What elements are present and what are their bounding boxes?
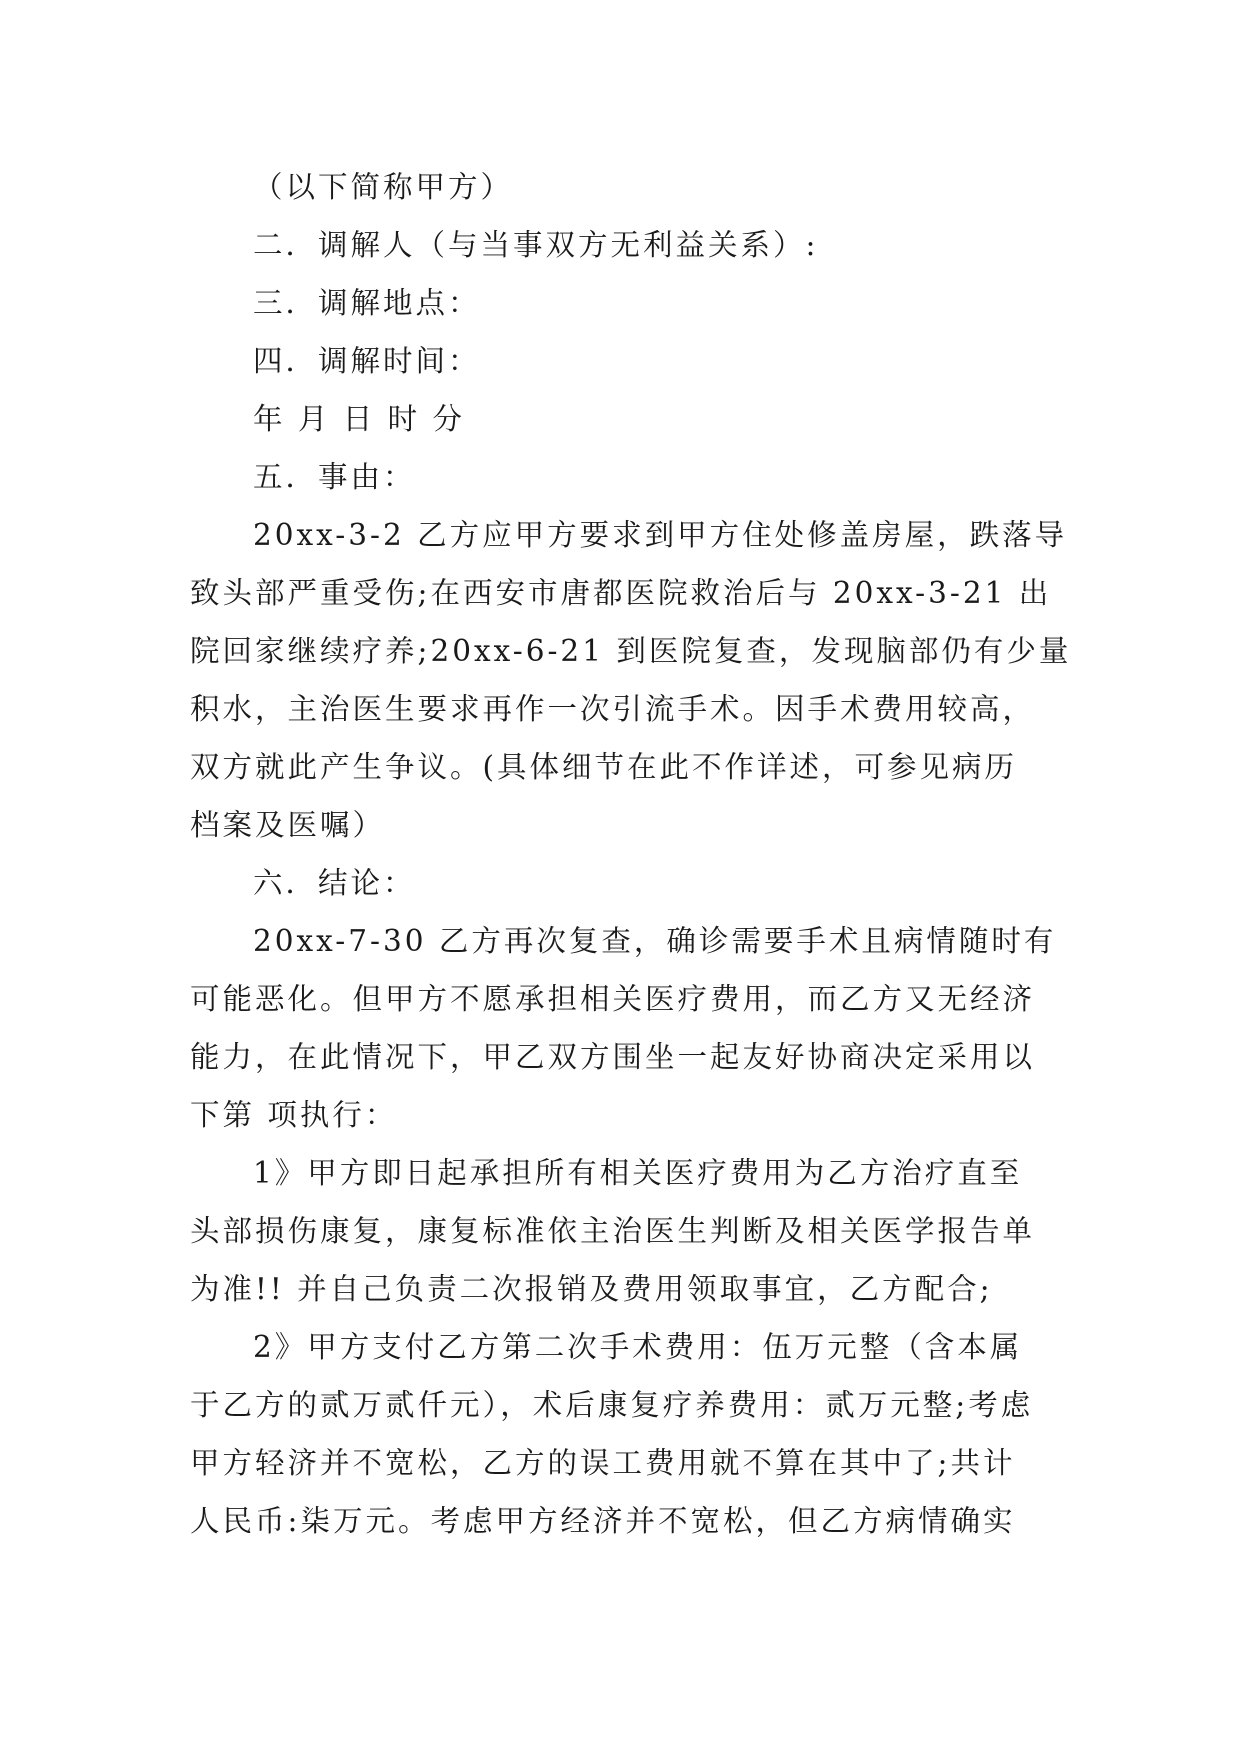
date-time-line: 年 月 日 时 分 [253,402,466,436]
section-cause: 五．事由： [253,460,416,494]
conclusion-paragraph-line: 20xx-7-30 乙方再次复查，确诊需要手术且病情随时有 [253,924,1057,958]
section-time: 四．调解时间： [253,344,481,378]
section-mediator: 二．调解人（与当事双方无利益关系）: [253,228,819,262]
option-2-line: 人民币:柒万元。考虑甲方经济并不宽松，但乙方病情确实 [190,1504,1016,1538]
option-1-line: 为准!! 并自己负责二次报销及费用领取事宜，乙方配合; [190,1272,993,1306]
cause-paragraph-line: 档案及医嘱） [190,808,386,842]
cause-paragraph-line: 双方就此产生争议。(具体细节在此不作详述，可参见病历 [190,750,1018,784]
conclusion-paragraph-line: 下第 项执行： [190,1098,398,1132]
conclusion-paragraph-line: 能力，在此情况下，甲乙双方围坐一起友好协商决定采用以 [190,1040,1036,1074]
document-body [190,158,1072,1550]
option-2-line: 2》甲方支付乙方第二次手术费用：伍万元整（含本属 [253,1330,1023,1364]
cause-paragraph-line: 院回家继续疗养;20xx-6-21 到医院复查，发现脑部仍有少量 [190,634,1072,668]
section-location: 三．调解地点： [253,286,481,320]
option-2-line: 于乙方的贰万贰仟元），术后康复疗养费用：贰万元整;考虑 [190,1388,1034,1422]
option-1-line: 头部损伤康复，康复标准依主治医生判断及相关医学报告单 [190,1214,1036,1248]
cause-paragraph-line: 致头部严重受伤;在西安市唐都医院救治后与 20xx-3-21 出 [190,576,1052,610]
party-a-note: （以下简称甲方） [253,170,514,204]
cause-paragraph-line: 20xx-3-2 乙方应甲方要求到甲方住处修盖房屋，跌落导 [253,518,1068,552]
conclusion-paragraph-line: 可能恶化。但甲方不愿承担相关医疗费用，而乙方又无经济 [190,982,1036,1016]
section-conclusion: 六．结论： [253,866,416,900]
cause-paragraph-line: 积水，主治医生要求再作一次引流手术。因手术费用较高， [190,692,1036,726]
option-1-line: 1》甲方即日起承担所有相关医疗费用为乙方治疗直至 [253,1156,1023,1190]
option-2-line: 甲方轻济并不宽松，乙方的误工费用就不算在其中了;共计 [190,1446,1016,1480]
